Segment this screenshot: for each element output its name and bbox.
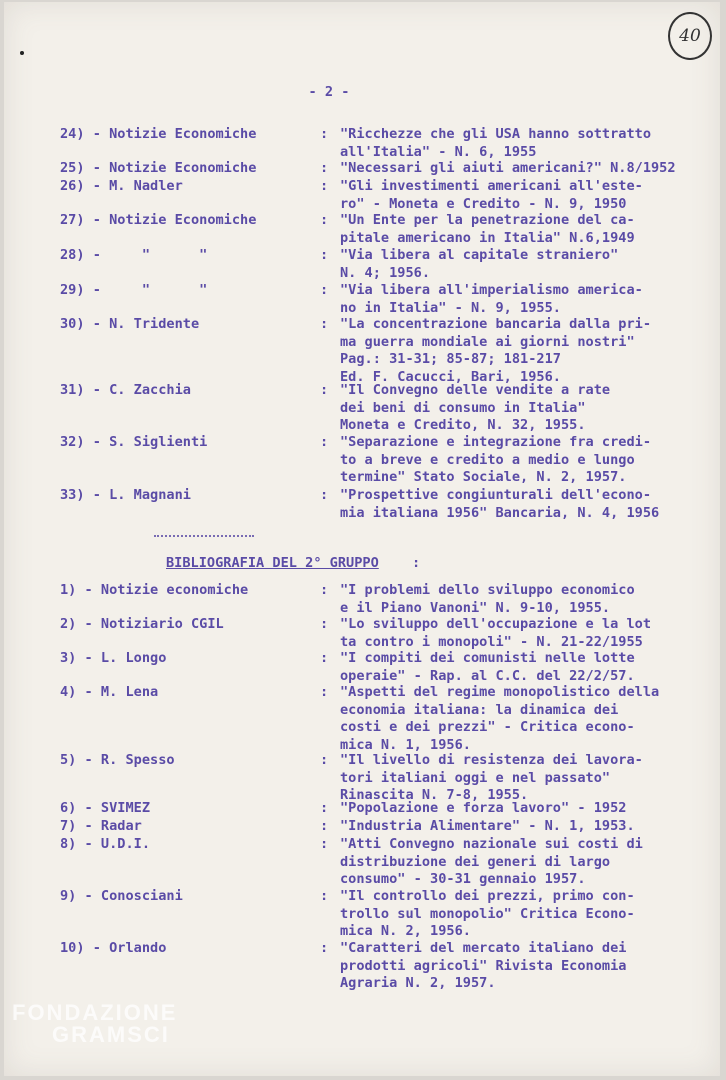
entry-citation [340, 316, 720, 386]
ink-dot [20, 51, 24, 55]
citation-line: "Lo sviluppo dell'occupazione e la lot [340, 616, 651, 632]
document-page [4, 2, 720, 1076]
entry-separator: : [320, 800, 329, 816]
entry-author: 24) - Notizie Economiche [60, 126, 257, 142]
entry-author: 33) - L. Magnani [60, 487, 191, 503]
citation-line: "I compiti dei comunisti nelle lotte [340, 650, 635, 666]
entry-separator: : [320, 650, 329, 666]
entry-separator: : [320, 836, 329, 852]
entry-author: 10) - Orlando [60, 940, 167, 956]
citation-line: Pag.: 31-31; 85-87; 181-217 [340, 351, 561, 368]
entry-author: 2) - Notiziario CGIL [60, 616, 224, 632]
entry-author: 4) - M. Lena [60, 684, 159, 700]
entry-citation [340, 126, 720, 161]
entry-author: 32) - S. Siglienti [60, 434, 208, 450]
citation-line: "Il controllo dei prezzi, primo con- [340, 888, 635, 904]
citation-line: economia italiana: la dinamica dei [340, 701, 619, 718]
entry-citation [340, 940, 720, 993]
citation-line: "La concentrazione bancaria dalla pri- [340, 316, 651, 332]
entry-separator: : [320, 212, 329, 228]
citation-line: "Un Ente per la penetrazione del ca- [340, 212, 635, 228]
citation-line: pitale americano in Italia" N.6,1949 [340, 229, 635, 246]
entry-citation [340, 888, 720, 941]
entry-author: 1) - Notizie economiche [60, 582, 249, 598]
entry-citation [340, 818, 720, 836]
section-heading: BIBLIOGRAFIA DEL 2° GRUPPO [166, 555, 379, 571]
entry-separator: : [320, 752, 329, 768]
entry-author: 7) - Radar [60, 818, 142, 834]
citation-line: "Popolazione e forza lavoro" - 1952 [340, 800, 627, 816]
citation-line: Ed. F. Cacucci, Bari, 1956. [340, 368, 561, 385]
citation-line: "Il Convegno delle vendite a rate [340, 382, 611, 398]
entry-author: 26) - M. Nadler [60, 178, 183, 194]
citation-line: distribuzione dei generi di largo [340, 853, 611, 870]
citation-line: mica N. 1, 1956. [340, 736, 471, 753]
citation-line: "Via libera all'imperialismo america- [340, 282, 643, 298]
entry-separator: : [320, 282, 329, 298]
citation-line: consumo" - 30-31 gennaio 1957. [340, 871, 586, 888]
section-heading-colon: : [412, 555, 421, 571]
entry-citation [340, 752, 720, 805]
citation-line: mica N. 2, 1956. [340, 923, 471, 940]
citation-line: "Necessari gli aiuti americani?" N.8/1952 [340, 160, 676, 176]
entry-citation [340, 434, 720, 487]
circled-page-number: 40 [668, 12, 712, 60]
entry-separator: : [320, 382, 329, 398]
citation-line: "Prospettive congiunturali dell'econo- [340, 487, 651, 503]
entry-citation [340, 247, 720, 282]
citation-line: Rinascita N. 7-8, 1955. [340, 787, 529, 804]
entry-separator: : [320, 316, 329, 332]
entry-citation [340, 616, 720, 651]
citation-line: ma guerra mondiale ai giorni nostri" [340, 333, 635, 350]
citation-line: tori italiani oggi e nel passato" [340, 769, 611, 786]
citation-line: e il Piano Vanoni" N. 9-10, 1955. [340, 599, 611, 616]
citation-line: costi e dei prezzi" - Critica econo- [340, 719, 635, 736]
entry-separator: : [320, 940, 329, 956]
entry-citation [340, 582, 720, 617]
entry-separator: : [320, 487, 329, 503]
entry-citation [340, 178, 720, 213]
entry-author: 28) - " " [60, 247, 208, 263]
citation-line: "Caratteri del mercato italiano dei [340, 940, 627, 956]
watermark-line: GRAMSCI [52, 1022, 170, 1047]
entry-citation [340, 650, 720, 685]
citation-line: dei beni di consumo in Italia" [340, 399, 586, 416]
entry-author: 27) - Notizie Economiche [60, 212, 257, 228]
citation-line: "Gli investimenti americani all'este- [340, 178, 643, 194]
citation-line: Agraria N. 2, 1957. [340, 975, 496, 992]
citation-line: prodotti agricoli" Rivista Economia [340, 957, 627, 974]
entry-author: 9) - Conosciani [60, 888, 183, 904]
citation-line: ta contro i monopoli" - N. 21-22/1955 [340, 633, 643, 650]
section-divider [154, 535, 254, 539]
citation-line: N. 4; 1956. [340, 264, 431, 281]
citation-line: termine" Stato Sociale, N. 2, 1957. [340, 469, 627, 486]
entry-citation [340, 836, 720, 889]
entry-citation [340, 800, 720, 818]
citation-line: "Il livello di resistenza dei lavora- [340, 752, 643, 768]
citation-line: ro" - Moneta e Credito - N. 9, 1950 [340, 195, 627, 212]
citation-line: "Industria Alimentare" - N. 1, 1953. [340, 818, 635, 834]
entry-separator: : [320, 434, 329, 450]
entry-separator: : [320, 582, 329, 598]
citation-line: "Aspetti del regime monopolistico della [340, 684, 660, 700]
entry-citation [340, 487, 720, 522]
entry-citation [340, 382, 720, 435]
entry-separator: : [320, 818, 329, 834]
entry-author: 30) - N. Tridente [60, 316, 200, 332]
citation-line: no in Italia" - N. 9, 1955. [340, 299, 561, 316]
citation-line: Moneta e Credito, N. 32, 1955. [340, 417, 586, 434]
entry-separator: : [320, 616, 329, 632]
entry-citation [340, 282, 720, 317]
entry-author: 5) - R. Spesso [60, 752, 175, 768]
entry-separator: : [320, 126, 329, 142]
entry-separator: : [320, 247, 329, 263]
entry-citation [340, 160, 720, 178]
entry-separator: : [320, 684, 329, 700]
citation-line: "Via libera al capitale straniero" [340, 247, 619, 263]
entry-author: 8) - U.D.I. [60, 836, 151, 852]
entry-separator: : [320, 160, 329, 176]
citation-line: "Separazione e integrazione fra credi- [340, 434, 651, 450]
entry-author: 3) - L. Longo [60, 650, 167, 666]
entry-citation [340, 212, 720, 247]
citation-line: "Atti Convegno nazionale sui costi di [340, 836, 643, 852]
citation-line: mia italiana 1956" Bancaria, N. 4, 1956 [340, 504, 660, 521]
entry-citation [340, 684, 720, 754]
page-number: - 2 - [308, 84, 350, 100]
entry-separator: : [320, 178, 329, 194]
citation-line: operaie" - Rap. al C.C. del 22/2/57. [340, 667, 635, 684]
citation-line: all'Italia" - N. 6, 1955 [340, 143, 537, 160]
watermark-line: FONDAZIONE [12, 1000, 178, 1025]
citation-line: trollo sul monopolio" Critica Econo- [340, 905, 635, 922]
citation-line: to a breve e credito a medio e lungo [340, 451, 635, 468]
citation-line: "I problemi dello sviluppo economico [340, 582, 635, 598]
entry-author: 31) - C. Zacchia [60, 382, 191, 398]
entry-author: 29) - " " [60, 282, 208, 298]
entry-author: 25) - Notizie Economiche [60, 160, 257, 176]
watermark [12, 1002, 177, 1046]
entry-separator: : [320, 888, 329, 904]
entry-author: 6) - SVIMEZ [60, 800, 151, 816]
citation-line: "Ricchezze che gli USA hanno sottratto [340, 126, 651, 142]
